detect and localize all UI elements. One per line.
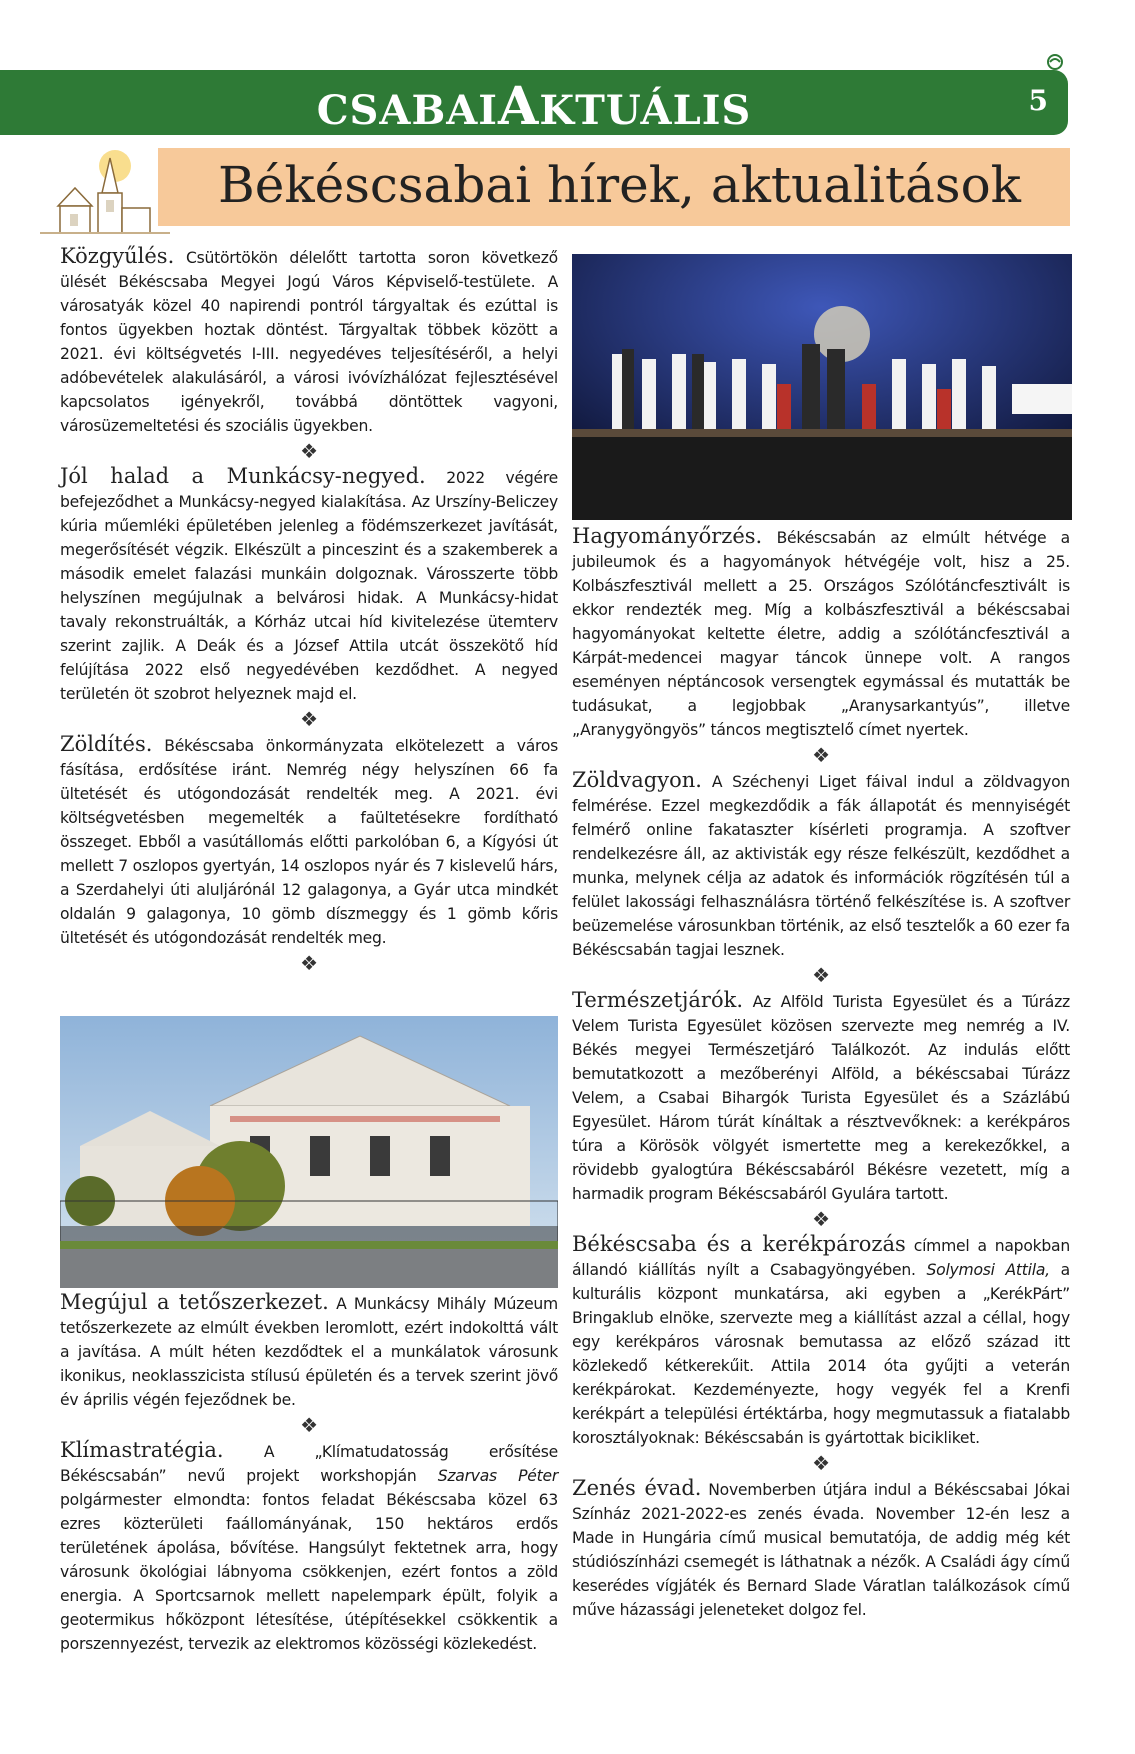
- section-title: Békéscsabai hírek, aktualitások: [218, 156, 1021, 214]
- article-body: Békéscsaba önkormányzata elkötelezett a város fásítása, erdősítése iránt. Nemrég négy helyszínen 66 fa ültetését és utógondozását rendelték meg. A 2021. évi költségvetésben megemelték a faültetésekre fordítható összeget. Ebből a vasútállomás előtti parkolóban 6, a Kígyósi út mellett 7 oszlopos gyertyán, 14 oszlopos nyár és 7 kislevelű hárs, a Szerdahelyi úti aluljárónál 12 galagonya, a Gyár utca mindkét oldalán 9 galagonya, 10 gömb díszmeggy és 1 gömb kőris ültetését és utógondozását rendelték meg.: [60, 737, 558, 947]
- person-name: Szarvas Péter: [437, 1467, 558, 1485]
- right-column: [572, 524, 1070, 1622]
- left-column-top: [60, 244, 558, 976]
- separator-icon: ❖: [812, 963, 830, 987]
- title-initial: A: [498, 76, 540, 137]
- article-kerekparozas: [572, 1232, 1070, 1450]
- article-heading: Klímastratégia.: [60, 1438, 224, 1462]
- section-banner: [158, 148, 1070, 226]
- article-body: A Széchenyi Liget fáival indul a zöldvagyon felmérése. Ezzel megkezdődik a fák állapotát és mennyiségét felmérő online fakataszter kísérleti programja. A szoftver rendelkezésre áll, az aktivisták egy része felkészült, kezdődhet a munka, melynek célja az adatok és információk rögzítésén túl a felület lakossági felhasználásra történő felkészítése is. A szoftver beüzemelése városunkban történik, az első tesztelők a 60 ezer fa Békéscsabán tagjai lesznek.: [572, 773, 1070, 959]
- person-name: Solymosi Attila,: [926, 1261, 1050, 1279]
- masthead-bar: [0, 70, 1068, 135]
- article-zoldites: [60, 732, 558, 950]
- separator-icon: ❖: [300, 439, 318, 463]
- separator-icon: ❖: [812, 1207, 830, 1231]
- separator-icon: ❖: [812, 743, 830, 767]
- article-heading: Zenés évad.: [572, 1476, 702, 1500]
- article-body: Csütörtökön délelőtt tartotta soron következő ülését Békéscsaba Megyei Jogú Város Képviselő-testülete. A városatyák közel 40 napirendi pontról tárgyaltak és ezúttal is fontos ügyekben hoztak döntést. Tárgyaltak többek között a 2021. évi költségvetés I-III. negyedéves teljesítéséről, a helyi adóbevételek alakulásáról, a városi ivóvízhálózat fejlesztésével kapcsolatos igényekről, továbbá döntöttek vagyoni, városüzemeltetési és szociális ügyekben.: [60, 249, 558, 435]
- article-munkacsy: [60, 464, 558, 706]
- article-zoldvagyon: [572, 768, 1070, 962]
- separator-icon: ❖: [300, 707, 318, 731]
- article-heading: Közgyűlés.: [60, 244, 175, 268]
- article-tetoszerkezet: [60, 1290, 558, 1412]
- title-part-2: KTUÁLIS: [539, 87, 752, 134]
- title-part-1: CSABAI: [316, 87, 498, 134]
- publication-title: [0, 76, 1068, 137]
- article-zenes-evad: [572, 1476, 1070, 1622]
- article-body: polgármester elmondta: fontos feladat Békéscsaba közel 63 ezres közterületi faállományának, 150 hektáros erdős területének ápolása, bővítése. Hangsúlyt fektetnek arra, hogy városunk ökológiai lábnyoma csökkenjen, ezért fontos a zöld energia. A Sportcsarnok mellett napelempark épült, folyik a geotermikus hőközpont létesítése, útépítésekkel csökkentik a porszennyezést, tervezik az elektromos közösségi közlekedést.: [60, 1491, 558, 1653]
- article-heading: Megújul a tetőszerkezet.: [60, 1290, 329, 1314]
- article-termeszetjarok: [572, 988, 1070, 1206]
- article-kozgyules: [60, 244, 558, 438]
- article-body: A Munkácsy Mihály Múzeum tetőszerkezete az elmúlt években leromlott, ezért indokolttá vált a javítása. A múlt héten kezdődtek el a munkálatok városunk ikonikus, neoklasszicista stílusú épületén és a tervek szerint jövő év április végén fejeződnek be.: [60, 1295, 558, 1409]
- article-klimastrategia: [60, 1438, 558, 1656]
- separator-icon: ❖: [300, 951, 318, 975]
- article-heading: Békéscsaba és a kerékpározás: [572, 1232, 906, 1256]
- article-body: a kulturális központ munkatársa, aki egyben a „KerékPárt” Bringaklub elnöke, szervezte meg a kiállítást azzal a céllal, hogy egy kerékpáros városnak bemutassa az előző század itt közlekedő kétkerekűit. Attila 2014 óta gyűjti a veterán kerékpárokat. Kezdeményezte, hogy vegyék fel a Krenfi kerékpárt a települési értéktárba, hogy megmutassuk a fiatalabb korosztályoknak: Békéscsabán is gyártottak bicikliket.: [572, 1261, 1070, 1447]
- swirl-logo-icon: [1045, 52, 1065, 72]
- article-body: A „Klímatudatosság erősítése Békéscsabán” nevű projekt workshopján: [60, 1443, 558, 1485]
- article-body: Novemberben útjára indul a Békéscsabai Jókai Színház 2021-2022-es zenés évada. November 12-én lesz a Made in Hungária című musical bemutatója, de addig még két stúdiószínházi csemegét is láthatnak a nézők. A Családi ágy című keserédes vígjáték és Bernard Slade Váratlan találkozások című műve házassági jeleneteket dolgoz fel.: [572, 1481, 1071, 1619]
- article-body: Az Alföld Turista Egyesület és a Túrázz Velem Turista Egyesület közösen szervezte meg nemrég a IV. Békés megyei Természetjáró Találkozót. Az indulás előtt bemutatkozott a mezőberényi Alföld, a békéscsabai Túrázz Velem, a Csabai Bihargók Turista Egyesület és a Százlábú Egyesület. Három túrát kínáltak a résztvevőknek: a kerékpáros túra a Körösök völgyét ismertette meg a kerekezőkkel, a rövidebb gyalogtúra Békéscsabáról Békésre vezetett, míg a harmadik program Békéscsabáról Gyulára tartott.: [572, 993, 1070, 1203]
- article-body: 2022 végére befejeződhet a Munkácsy-negyed kialakítása. Az Urszíny-Beliczey kúria műemléki épületében jelenleg a födémszerkezet javítását, megerősítését végzik. Elkészült a pinceszint és a szakemberek a második emelet falazási munkáin dolgoznak. Városszerte több helyszínen megújulnak a belvárosi hidak. A Munkácsy-hidat tavaly rekonstruálták, a Kórház utcai híd kivitelezése ütemterv szerint zajlik. A Deák és a József Attila utcát összekötő híd felújítása 2022 első negyedévében kezdődhet. A negyed területén öt szobrot helyeznek majd el.: [60, 469, 558, 703]
- article-body: címmel a napokban állandó kiállítás nyílt a Csabagyöngyében.: [572, 1237, 1070, 1279]
- article-heading: Zöldvagyon.: [572, 768, 702, 792]
- separator-icon: ❖: [300, 1413, 318, 1437]
- article-heading: Hagyományőrzés.: [572, 524, 763, 548]
- museum-photo: [60, 1016, 558, 1288]
- folk-dance-stage-photo: [572, 254, 1072, 520]
- article-heading: Természetjárók.: [572, 988, 744, 1012]
- article-hagyomanyorzes: [572, 524, 1070, 742]
- page-number: 5: [1028, 84, 1048, 117]
- article-body: Békéscsabán az elmúlt hétvége a jubileumok és a hagyományok hétvégéje volt, hisz a 25. Kolbászfesztivál mellett a 25. Országos Szólótáncfesztivált is ekkor rendezték meg. Míg a kolbászfesztivál a békéscsabai hagyományokat keltette életre, addig a szólótáncfesztivál a Kárpát-medencei magyar táncok ünnepe volt. A rangos eseményen néptáncosok versengtek egymással és mutatták be tudásukat, a legjobbak „Aranysarkantyús”, illetve „Aranygyöngyös” táncos megtisztelő címet nyertek.: [572, 529, 1070, 739]
- church-illustration-icon: [30, 138, 180, 238]
- article-heading: Zöldítés.: [60, 732, 153, 756]
- separator-icon: ❖: [812, 1451, 830, 1475]
- article-heading: Jól halad a Munkácsy-negyed.: [60, 464, 426, 488]
- left-column-bottom: [60, 1290, 558, 1656]
